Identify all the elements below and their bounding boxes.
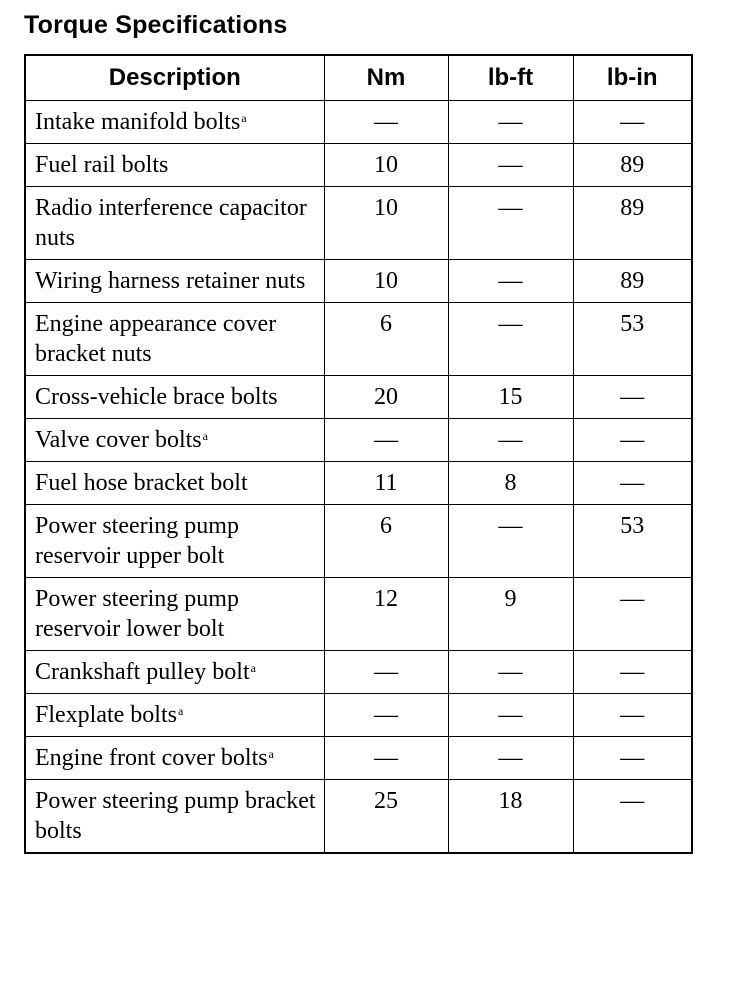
header-description: Description	[25, 55, 324, 101]
table-row	[25, 694, 692, 737]
table-header-row	[25, 55, 692, 101]
cell-lb-ft: —	[448, 303, 573, 376]
cell-lb-in: —	[573, 462, 692, 505]
cell-nm: 12	[324, 578, 448, 651]
cell-lb-ft: —	[448, 187, 573, 260]
cell-nm: —	[324, 737, 448, 780]
cell-lb-in: 89	[573, 187, 692, 260]
cell-lb-in: —	[573, 694, 692, 737]
cell-nm: —	[324, 694, 448, 737]
cell-nm: —	[324, 419, 448, 462]
table-row	[25, 737, 692, 780]
header-nm: Nm	[324, 55, 448, 101]
cell-description	[25, 780, 324, 854]
cell-lb-in: —	[573, 578, 692, 651]
description-text: Valve cover bolts	[35, 427, 202, 453]
cell-lb-in: 89	[573, 260, 692, 303]
cell-lb-ft: 9	[448, 578, 573, 651]
description-text: Fuel rail bolts	[35, 152, 169, 178]
description-text: Intake manifold bolts	[35, 109, 241, 135]
header-lb-in: lb-in	[573, 55, 692, 101]
cell-lb-in: —	[573, 101, 692, 144]
description-text: Radio interference capacitor nuts	[35, 195, 307, 251]
table-row	[25, 578, 692, 651]
cell-description	[25, 505, 324, 578]
cell-lb-in: 53	[573, 303, 692, 376]
torque-spec-table	[24, 54, 693, 854]
cell-description	[25, 737, 324, 780]
cell-lb-ft: 18	[448, 780, 573, 854]
description-text: Wiring harness retainer nuts	[35, 268, 306, 294]
cell-lb-in: —	[573, 419, 692, 462]
description-text: Power steering pump reservoir lower bolt	[35, 586, 239, 642]
cell-description	[25, 376, 324, 419]
table-row	[25, 303, 692, 376]
table-row	[25, 505, 692, 578]
cell-nm: 10	[324, 144, 448, 187]
table-row	[25, 260, 692, 303]
cell-description	[25, 462, 324, 505]
cell-nm: 6	[324, 505, 448, 578]
cell-lb-ft: —	[448, 737, 573, 780]
cell-lb-ft: —	[448, 505, 573, 578]
cell-nm: 10	[324, 187, 448, 260]
description-text: Flexplate bolts	[35, 702, 177, 728]
table-row	[25, 780, 692, 854]
cell-lb-in: 53	[573, 505, 692, 578]
cell-lb-in: 89	[573, 144, 692, 187]
cell-lb-ft: —	[448, 144, 573, 187]
table-row	[25, 101, 692, 144]
cell-lb-ft: 15	[448, 376, 573, 419]
header-lb-ft: lb-ft	[448, 55, 573, 101]
cell-lb-ft: —	[448, 101, 573, 144]
cell-lb-in: —	[573, 780, 692, 854]
footnote-marker: a	[241, 111, 247, 125]
cell-lb-ft: —	[448, 419, 573, 462]
table-row	[25, 462, 692, 505]
table-body	[25, 101, 692, 854]
cell-lb-in: —	[573, 376, 692, 419]
table-row	[25, 144, 692, 187]
cell-nm: —	[324, 101, 448, 144]
cell-description	[25, 260, 324, 303]
cell-lb-ft: —	[448, 260, 573, 303]
cell-description	[25, 303, 324, 376]
cell-nm: 20	[324, 376, 448, 419]
cell-description	[25, 144, 324, 187]
cell-lb-in: —	[573, 651, 692, 694]
description-text: Crankshaft pulley bolt	[35, 659, 250, 685]
table-row	[25, 419, 692, 462]
description-text: Fuel hose bracket bolt	[35, 470, 248, 496]
cell-nm: 25	[324, 780, 448, 854]
cell-description	[25, 101, 324, 144]
cell-description	[25, 694, 324, 737]
cell-description	[25, 419, 324, 462]
cell-description	[25, 651, 324, 694]
footnote-marker: a	[268, 747, 274, 761]
cell-nm: 6	[324, 303, 448, 376]
table-row	[25, 376, 692, 419]
footnote-marker: a	[177, 704, 184, 718]
cell-nm: —	[324, 651, 448, 694]
cell-lb-ft: —	[448, 651, 573, 694]
footnote-marker: a	[202, 429, 208, 443]
cell-description	[25, 578, 324, 651]
cell-nm: 11	[324, 462, 448, 505]
table-row	[25, 651, 692, 694]
page-title: Torque Specifications	[24, 11, 288, 39]
description-text: Cross-vehicle brace bolts	[35, 384, 278, 410]
cell-lb-in: —	[573, 737, 692, 780]
table-row	[25, 187, 692, 260]
description-text: Engine front cover bolts	[35, 745, 268, 771]
cell-lb-ft: 8	[448, 462, 573, 505]
description-text: Power steering pump reservoir upper bolt	[35, 513, 239, 569]
cell-nm: 10	[324, 260, 448, 303]
cell-description	[25, 187, 324, 260]
description-text: Engine appearance cover bracket nuts	[35, 311, 277, 367]
cell-lb-ft: —	[448, 694, 573, 737]
description-text: Power steering pump bracket bolts	[35, 788, 316, 844]
footnote-marker: a	[250, 661, 256, 675]
